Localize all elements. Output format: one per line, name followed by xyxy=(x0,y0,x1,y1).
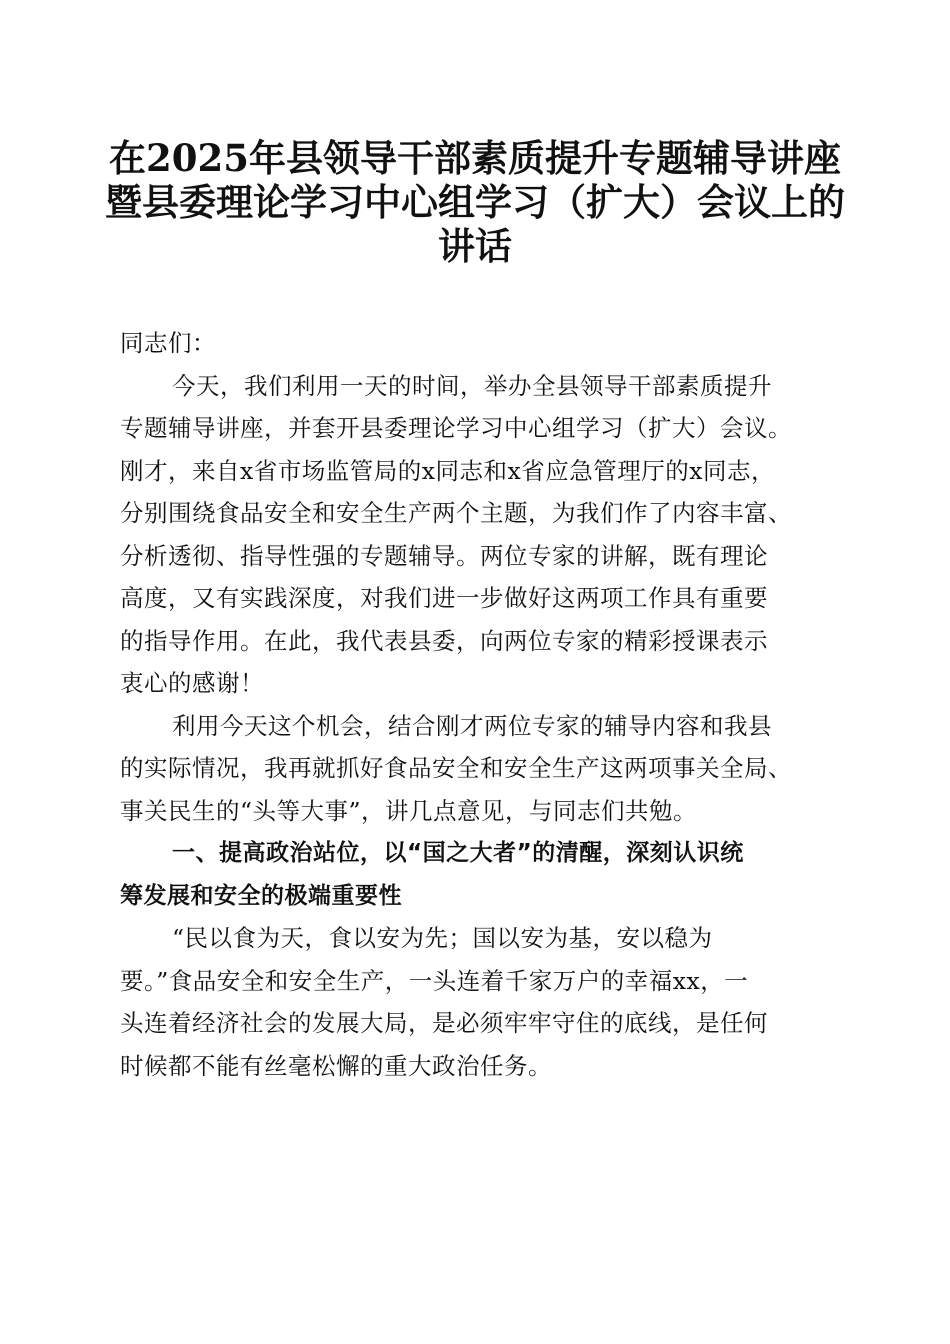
paragraph-line: “民以食为天，食以安为先；国以安为基，安以稳为 xyxy=(172,924,713,952)
paragraph-line: 刚才，来自x省市场监管局的x同志和x省应急管理厅的x同志， xyxy=(120,456,776,485)
heading-line: 一、提高政治站位，以“国之大者”的清醒，深刻认识统 xyxy=(172,840,744,866)
paragraph-line: 要。”食品安全和安全生产，一头连着千家万户的幸福xx，一 xyxy=(120,966,749,995)
heading-line: 筹发展和安全的极端重要性 xyxy=(120,882,402,909)
paragraph-line: 的实际情况，我再就抓好食品安全和安全生产这两项事关全局、 xyxy=(120,754,792,782)
section-heading-1 xyxy=(120,832,832,917)
title-line: 在2025年县领导干部素质提升专题辅导讲座 xyxy=(109,136,841,180)
paragraph-opening xyxy=(120,365,832,705)
salutation-text: 同志们： xyxy=(120,329,216,357)
title-line: 讲话 xyxy=(438,224,512,268)
paragraph-line: 头连着经济社会的发展大局，是必须牢牢守住的底线，是任何 xyxy=(120,1009,768,1037)
paragraph-line: 衷心的感谢！ xyxy=(120,669,264,697)
paragraph-intro xyxy=(120,705,832,833)
paragraph-line: 高度，又有实践深度，对我们进一步做好这两项工作具有重要 xyxy=(120,584,768,612)
document-body xyxy=(120,322,832,1087)
paragraph-section-1 xyxy=(120,917,832,1087)
title-line: 暨县委理论学习中心组学习（扩大）会议上的 xyxy=(105,180,845,224)
salutation xyxy=(120,322,832,365)
document-title xyxy=(100,136,850,268)
paragraph-line: 利用今天这个机会，结合刚才两位专家的辅导内容和我县 xyxy=(172,711,772,740)
paragraph-line: 时候都不能有丝毫松懈的重大政治任务。 xyxy=(120,1051,552,1080)
paragraph-line: 的指导作用。在此，我代表县委，向两位专家的精彩授课表示 xyxy=(120,626,768,655)
paragraph-line: 分析透彻、指导性强的专题辅导。两位专家的讲解，既有理论 xyxy=(120,541,768,570)
paragraph-line: 分别围绕食品安全和安全生产两个主题，为我们作了内容丰富、 xyxy=(120,499,792,527)
paragraph-line: 事关民生的“头等大事”，讲几点意见，与同志们共勉。 xyxy=(120,796,698,825)
paragraph-line: 专题辅导讲座，并套开县委理论学习中心组学习（扩大）会议。 xyxy=(120,414,792,442)
paragraph-line: 今天，我们利用一天的时间，举办全县领导干部素质提升 xyxy=(172,371,772,400)
